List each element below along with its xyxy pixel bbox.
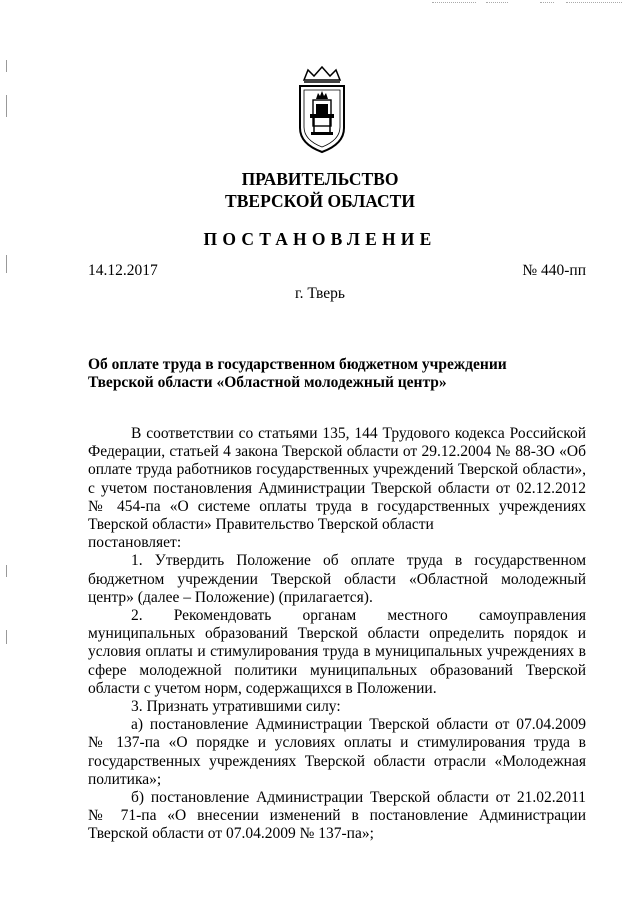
title-line: Об оплате труда в государственном бюджетном учреждении [88, 356, 507, 373]
scan-top-mark [540, 2, 554, 4]
document-number: № 440-пп [522, 262, 586, 279]
scan-margin-mark [6, 60, 7, 72]
document-type: ПОСТАНОВЛЕНИЕ [203, 229, 437, 249]
coat-of-arms-emblem [296, 66, 348, 154]
scan-margin-mark [6, 630, 7, 644]
document-date: 14.12.2017 [88, 262, 158, 279]
government-name: ПРАВИТЕЛЬСТВО [241, 169, 399, 189]
decree-word: постановляет: [88, 534, 182, 552]
scan-top-mark [566, 2, 622, 4]
clause-3: 3. Признать утратившими силу: [131, 698, 341, 716]
intro-paragraph: В соответствии со статьями 135, 144 Трудового кодекса Российской Федерации, статьей 4 закона Тверской области от 29.12.2004 № 88-ЗО «Об оплате труда работников государственных учреждений Тверской области», с учетом постановления Администрации Тверской области от 02.12.2012 № 454-па «О системе оплаты труда в государственных учреждениях Тверской области» Правительство Тверской области [88, 425, 586, 534]
document-body [88, 425, 586, 844]
scan-top-mark [432, 2, 476, 4]
clause-2: 2. Рекомендовать органам местного самоуправления муниципальных образований Тверской области определить порядок и условия оплаты и стимулирования труда в муниципальных учреждениях в сфере молодежной политики муниципальных образований Тверской области с учетом норм, содержащихся в Положении. [88, 607, 586, 697]
clause-3b: б) постановление Администрации Тверской области от 21.02.2011 № 71-па «О внесении изменений в постановление Администрации Тверской области от 07.04.2009 № 137-па»; [88, 789, 586, 843]
clause-3a: а) постановление Администрации Тверской области от 07.04.2009 № 137-па «О порядке и условиях оплаты и стимулирования труда в государственных учреждениях Тверской области отрасли «Молодежная политика»; [88, 716, 586, 788]
scan-top-mark [486, 2, 508, 4]
scan-margin-mark [6, 255, 7, 273]
document-city: г. Тверь [295, 285, 345, 302]
scan-margin-mark [6, 95, 7, 117]
scan-margin-mark [6, 565, 7, 577]
government-header [0, 168, 640, 212]
region-name: ТВЕРСКОЙ ОБЛАСТИ [225, 191, 415, 211]
title-line: Тверской области «Областной молодежный центр» [88, 374, 447, 391]
clause-1: 1. Утвердить Положение об оплате труда в государственном бюджетном учреждении Тверской области «Областной молодежный центр» (далее – Положение) (прилагается). [88, 552, 586, 606]
document-title [88, 356, 548, 392]
